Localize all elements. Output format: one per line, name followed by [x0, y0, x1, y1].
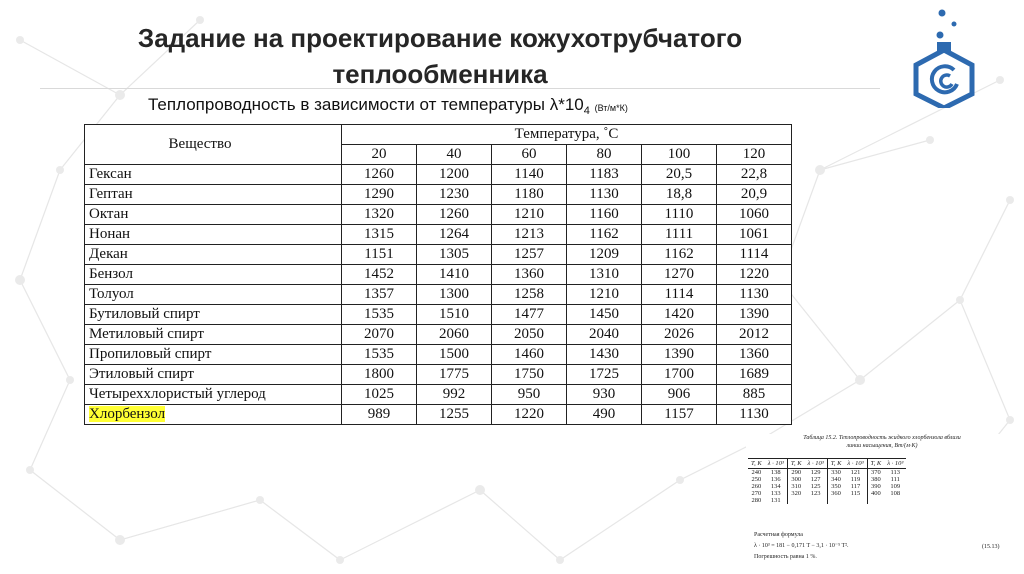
table-cell: 885 [717, 385, 792, 405]
scan-t-value: 330 [831, 469, 841, 476]
scan-lambda-value: 133 [770, 490, 781, 497]
table-cell: 2012 [717, 325, 792, 345]
scan-caption-line-1: Таблица 15.2. Теплопроводность жидкого хлорбензола вблизи [803, 435, 961, 441]
table-row [85, 345, 792, 365]
table-cell: 1452 [342, 265, 417, 285]
table-cell: 1390 [717, 305, 792, 325]
scan-lambda-value: 138 [770, 469, 781, 476]
table-cell: 1477 [492, 305, 567, 325]
table-cell: 1200 [417, 165, 492, 185]
substance-name: Гексан [85, 165, 342, 185]
table-cell: 1305 [417, 245, 492, 265]
table-cell: 1260 [342, 165, 417, 185]
header-substance: Вещество [85, 125, 342, 165]
substance-name: Пропиловый спирт [85, 345, 342, 365]
table-cell: 1390 [642, 345, 717, 365]
scan-header-lambda: λ · 10³ [765, 459, 788, 469]
table-cell: 1025 [342, 385, 417, 405]
substance-name: Декан [85, 245, 342, 265]
slide-title [60, 20, 820, 92]
scan-header-t: T, К [827, 459, 844, 469]
table-row [85, 205, 792, 225]
table-cell: 2060 [417, 325, 492, 345]
scan-t-value: 370 [871, 469, 881, 476]
scan-table-header [748, 459, 906, 469]
slide-title-line-1: Задание на проектирование кожухотрубчатого [137, 23, 743, 53]
scan-lambda-value: 117 [850, 483, 861, 490]
scan-lambda-values [765, 469, 788, 505]
table-cell: 1230 [417, 185, 492, 205]
table-row [85, 365, 792, 385]
table-cell: 1220 [717, 265, 792, 285]
substance-name [85, 405, 342, 425]
table-row [85, 325, 792, 345]
table-cell: 1060 [717, 205, 792, 225]
scan-lambda-value: 113 [890, 469, 901, 476]
table-cell: 930 [567, 385, 642, 405]
scan-t-value: 260 [751, 483, 762, 490]
scan-lambda-value: 134 [770, 483, 781, 490]
table-cell: 1210 [492, 205, 567, 225]
table-cell: 1130 [567, 185, 642, 205]
table-cell: 1210 [567, 285, 642, 305]
header-temp-120: 120 [717, 145, 792, 165]
scan-t-values [748, 469, 765, 505]
scan-t-value: 320 [791, 490, 802, 497]
table-cell: 2040 [567, 325, 642, 345]
table-cell: 1320 [342, 205, 417, 225]
table-cell: 1510 [417, 305, 492, 325]
thermal-conductivity-table [84, 124, 792, 425]
table-cell: 1157 [642, 405, 717, 425]
table-cell: 1535 [342, 305, 417, 325]
scan-header-t: T, К [748, 459, 765, 469]
table-cell: 22,8 [717, 165, 792, 185]
table-cell: 490 [567, 405, 642, 425]
table-cell: 1257 [492, 245, 567, 265]
table-cell: 1750 [492, 365, 567, 385]
table-cell: 1151 [342, 245, 417, 265]
table-cell: 1183 [567, 165, 642, 185]
table-cell: 1130 [717, 405, 792, 425]
table-row [85, 305, 792, 325]
slide-title-line-2: теплообменника [332, 59, 548, 89]
table-cell: 1213 [492, 225, 567, 245]
table-cell: 1775 [417, 365, 492, 385]
table-subtitle [148, 95, 628, 115]
table-row [85, 285, 792, 305]
table-cell: 1255 [417, 405, 492, 425]
table-row [85, 405, 792, 425]
subtitle-text: Теплопроводность в зависимости от температуры λ*10 [148, 95, 584, 114]
scan-t-value: 300 [791, 476, 802, 483]
table-cell: 1220 [492, 405, 567, 425]
scan-t-values [867, 469, 884, 505]
scan-t-values [827, 469, 844, 505]
table-cell: 1264 [417, 225, 492, 245]
table-row [85, 385, 792, 405]
scan-t-value: 310 [791, 483, 802, 490]
scan-lambda-value: 129 [810, 469, 821, 476]
scan-error-note: Погрешность равна 1 %. [754, 554, 817, 560]
table-cell: 1209 [567, 245, 642, 265]
table-cell: 1357 [342, 285, 417, 305]
substance-name: Нонан [85, 225, 342, 245]
scan-header-t: T, К [867, 459, 884, 469]
table-cell: 1689 [717, 365, 792, 385]
scan-t-value: 380 [871, 476, 881, 483]
scan-header-lambda: λ · 10³ [884, 459, 906, 469]
substance-name: Бутиловый спирт [85, 305, 342, 325]
scan-lambda-value: 131 [770, 497, 781, 504]
table-cell: 989 [342, 405, 417, 425]
title-divider [40, 88, 880, 89]
table-cell: 1725 [567, 365, 642, 385]
table-cell: 1111 [642, 225, 717, 245]
substance-name: Октан [85, 205, 342, 225]
table-row [85, 185, 792, 205]
table-row [85, 165, 792, 185]
header-temp-80: 80 [567, 145, 642, 165]
table-cell: 1180 [492, 185, 567, 205]
scan-t-value: 250 [751, 476, 762, 483]
scan-lambda-value: 119 [850, 476, 861, 483]
table-cell: 18,8 [642, 185, 717, 205]
substance-name: Метиловый спирт [85, 325, 342, 345]
table-cell: 1800 [342, 365, 417, 385]
scan-header-lambda: λ · 10³ [844, 459, 867, 469]
scan-lambda-value: 123 [810, 490, 821, 497]
table-cell: 1535 [342, 345, 417, 365]
substance-name: Четыреххлористый углерод [85, 385, 342, 405]
subtitle-exponent: 4 [583, 105, 590, 117]
table-cell: 992 [417, 385, 492, 405]
scan-lambda-values [844, 469, 867, 505]
scan-caption-line-2: линии насыщения, Вт/(м·К) [846, 443, 918, 449]
scan-lambda-value: 109 [890, 483, 901, 490]
scan-t-value: 340 [831, 476, 841, 483]
scan-lambda-values [884, 469, 906, 505]
table-header-row [85, 125, 792, 145]
table-body [85, 165, 792, 425]
table-cell: 1410 [417, 265, 492, 285]
header-temp-60: 60 [492, 145, 567, 165]
table-cell: 906 [642, 385, 717, 405]
table-cell: 1114 [717, 245, 792, 265]
table-cell: 1140 [492, 165, 567, 185]
scan-t-values [787, 469, 804, 505]
table-row [85, 245, 792, 265]
table-cell: 1500 [417, 345, 492, 365]
table-cell: 2026 [642, 325, 717, 345]
substance-name: Гептан [85, 185, 342, 205]
header-temperature: Температура, ˚С [342, 125, 792, 145]
scan-lambda-value: 108 [890, 490, 901, 497]
table-cell: 950 [492, 385, 567, 405]
table-cell: 1700 [642, 365, 717, 385]
table-cell: 20,5 [642, 165, 717, 185]
table-cell: 1162 [642, 245, 717, 265]
table-cell: 1260 [417, 205, 492, 225]
scan-t-value: 390 [871, 483, 881, 490]
table-cell: 1420 [642, 305, 717, 325]
header-temp-20: 20 [342, 145, 417, 165]
scan-t-value: 240 [751, 469, 762, 476]
table-cell: 1310 [567, 265, 642, 285]
subtitle-unit: (Вт/м*К) [594, 103, 628, 113]
scan-formula-label: Расчетная формула [754, 532, 803, 538]
table-cell: 1061 [717, 225, 792, 245]
table-cell: 1162 [567, 225, 642, 245]
scan-t-value: 350 [831, 483, 841, 490]
table-cell: 1114 [642, 285, 717, 305]
scan-lambda-value: 115 [850, 490, 861, 497]
table-cell: 1460 [492, 345, 567, 365]
chemistry-flask-logo-icon [912, 8, 982, 108]
table-cell: 1430 [567, 345, 642, 365]
scan-t-value: 290 [791, 469, 802, 476]
substance-name: Бензол [85, 265, 342, 285]
scan-t-value: 400 [871, 490, 881, 497]
table-cell: 1270 [642, 265, 717, 285]
table-row [85, 225, 792, 245]
scan-table [748, 458, 906, 504]
scan-table-body [748, 469, 906, 505]
scan-header-lambda: λ · 10³ [805, 459, 828, 469]
table-cell: 1360 [492, 265, 567, 285]
table-cell: 2050 [492, 325, 567, 345]
table-cell: 1290 [342, 185, 417, 205]
table-cell: 1110 [642, 205, 717, 225]
scan-lambda-values [805, 469, 828, 505]
scan-t-value: 360 [831, 490, 841, 497]
substance-name: Этиловый спирт [85, 365, 342, 385]
table-cell: 2070 [342, 325, 417, 345]
table-cell: 1160 [567, 205, 642, 225]
scan-lambda-value: 127 [810, 476, 821, 483]
header-temp-100: 100 [642, 145, 717, 165]
table-cell: 20,9 [717, 185, 792, 205]
scan-lambda-value: 121 [850, 469, 861, 476]
table-cell: 1315 [342, 225, 417, 245]
table-row [85, 265, 792, 285]
scan-formula: λ · 10³ = 181 − 0,171 T − 3,1 · 10⁻⁵ T². [754, 543, 849, 549]
scan-caption [746, 434, 1018, 450]
scan-t-value: 270 [751, 490, 762, 497]
scan-formula-number: (15.13) [982, 544, 1000, 550]
scan-lambda-value: 136 [770, 476, 781, 483]
table-cell: 1130 [717, 285, 792, 305]
scan-lambda-value: 111 [890, 476, 900, 483]
scan-lambda-value: 125 [810, 483, 821, 490]
table-cell: 1450 [567, 305, 642, 325]
table-cell: 1258 [492, 285, 567, 305]
header-temp-40: 40 [417, 145, 492, 165]
table-cell: 1300 [417, 285, 492, 305]
reference-table-scan [746, 434, 1018, 566]
scan-t-value: 280 [751, 497, 762, 504]
substance-name: Толуол [85, 285, 342, 305]
highlighted-substance-name: Хлорбензол [89, 406, 166, 422]
table-cell: 1360 [717, 345, 792, 365]
scan-header-t: T, К [787, 459, 804, 469]
